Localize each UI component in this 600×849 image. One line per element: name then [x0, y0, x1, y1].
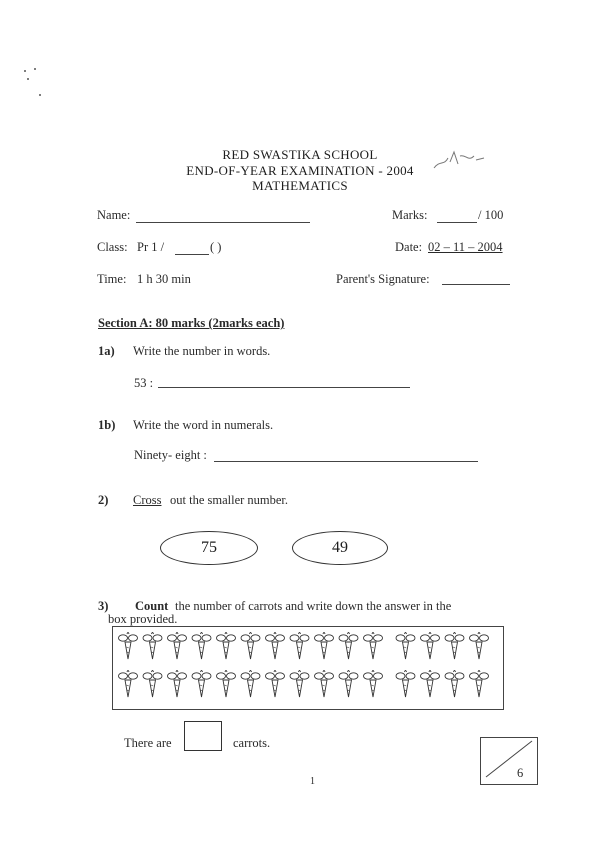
marks-label: Marks:	[392, 208, 428, 222]
q1a-prompt: 53 :	[134, 376, 154, 390]
page-number: 1	[310, 776, 315, 787]
carrot-icon	[192, 633, 211, 660]
carrot-icon	[339, 633, 358, 660]
q1a-text: Write the number in words.	[133, 344, 271, 358]
marks-total: / 100	[478, 208, 504, 222]
carrot-icon	[119, 671, 138, 698]
signature-field[interactable]	[442, 284, 510, 285]
q3-text-line2: box provided.	[108, 612, 178, 626]
date-label: Date:	[395, 240, 423, 254]
carrot-icon	[143, 633, 162, 660]
q1b-answer-line[interactable]	[214, 461, 478, 462]
score-diagonal	[480, 737, 536, 783]
carrot-icon	[143, 671, 162, 698]
q1b-text: Write the word in numerals.	[133, 418, 274, 432]
carrot-icon	[445, 671, 464, 698]
carrot-icon	[421, 671, 440, 698]
carrot-illustrations	[112, 626, 502, 708]
carrot-icon	[445, 633, 464, 660]
scan-speck	[27, 78, 29, 80]
carrot-icon	[266, 633, 285, 660]
carrot-icon	[266, 671, 285, 698]
q1b-prompt: Ninety- eight :	[134, 448, 207, 462]
carrot-icon	[396, 671, 415, 698]
carrot-icon	[168, 671, 187, 698]
exam-title: END-OF-YEAR EXAMINATION - 2004	[186, 163, 414, 178]
carrot-icon	[290, 633, 309, 660]
q3-number: 3)	[98, 599, 109, 613]
carrot-icon	[217, 671, 236, 698]
scan-speck	[24, 70, 26, 72]
carrot-icon	[364, 633, 383, 660]
class-field[interactable]	[175, 254, 209, 255]
q2-number: 2)	[98, 493, 109, 507]
score-box-max: 6	[517, 766, 524, 780]
class-label: Class:	[97, 240, 128, 254]
section-a-title: Section A: 80 marks (2marks each)	[98, 316, 285, 330]
time-value: 1 h 30 min	[137, 272, 191, 286]
name-label: Name:	[97, 208, 131, 222]
q2-keyword: Cross	[133, 493, 162, 507]
carrot-icon	[470, 633, 489, 660]
q1a-number: 1a)	[98, 344, 115, 358]
date-value: 02 – 11 – 2004	[428, 240, 503, 254]
number-oval-49[interactable]: 49	[292, 531, 388, 565]
signature-label: Parent's Signature:	[336, 272, 430, 286]
carrot-count-answer-box[interactable]	[184, 721, 222, 751]
carrot-icon	[470, 671, 489, 698]
carrot-icon	[119, 633, 138, 660]
q1a-answer-line[interactable]	[158, 387, 410, 388]
subject-title: MATHEMATICS	[252, 178, 348, 193]
number-oval-75[interactable]: 75	[160, 531, 258, 565]
carrot-icon	[217, 633, 236, 660]
handwritten-scribble	[430, 146, 490, 176]
carrot-icon	[290, 671, 309, 698]
carrot-icon	[396, 633, 415, 660]
scan-speck	[39, 94, 41, 96]
answer-suffix: carrots.	[233, 736, 271, 750]
carrot-icon	[364, 671, 383, 698]
q3-text: the number of carrots and write down the answer in the	[175, 599, 452, 613]
name-field[interactable]	[136, 222, 310, 223]
time-label: Time:	[97, 272, 127, 286]
carrot-icon	[315, 633, 334, 660]
q2-text: out the smaller number.	[170, 493, 289, 507]
q3-keyword: Count	[135, 599, 169, 613]
q1b-number: 1b)	[98, 418, 116, 432]
school-name: RED SWASTIKA SCHOOL	[222, 147, 378, 162]
carrot-icon	[421, 633, 440, 660]
carrot-icon	[192, 671, 211, 698]
carrot-icon	[339, 671, 358, 698]
carrot-icon	[315, 671, 334, 698]
carrot-icon	[168, 633, 187, 660]
class-register-paren: ( )	[210, 240, 222, 254]
scan-speck	[34, 68, 36, 70]
carrot-icon	[241, 671, 260, 698]
marks-field[interactable]	[437, 222, 477, 223]
class-value: Pr 1 /	[137, 240, 165, 254]
answer-prefix: There are	[124, 736, 172, 750]
carrot-icon	[241, 633, 260, 660]
